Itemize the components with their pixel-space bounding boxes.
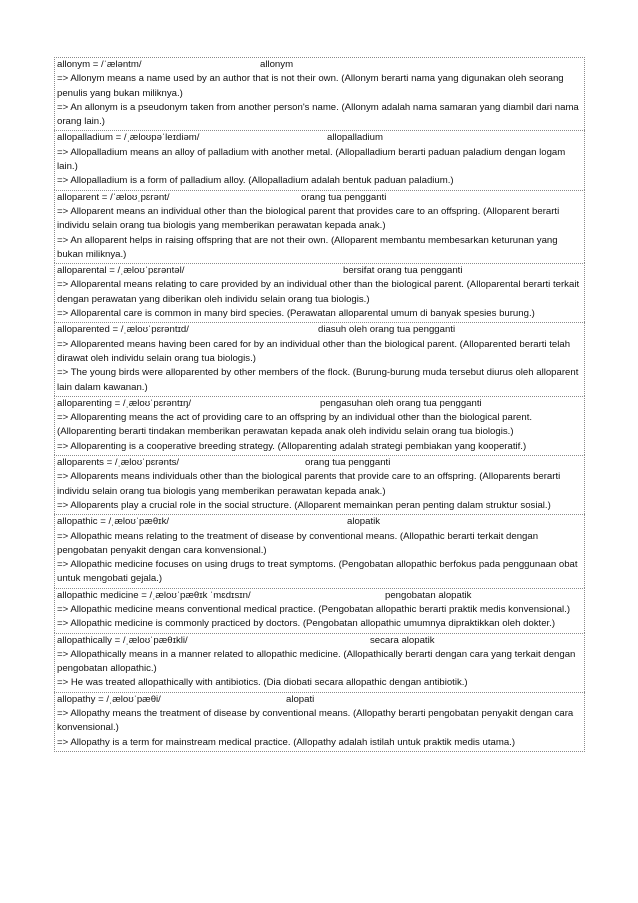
dictionary-entry xyxy=(54,130,585,189)
entry-word-pronunciation: alloparenting = /ˌæloʊˈpɛrəntɪŋ/ xyxy=(57,397,192,409)
entry-word-pronunciation: alloparented = /ˌæloʊˈpɛrəntɪd/ xyxy=(57,324,189,336)
entry-example: => Alloparenting is a cooperative breeding strategy. (Alloparenting adalah strategi pembiakan yang kooperatif.) xyxy=(57,440,527,452)
entry-translation: orang tua pengganti xyxy=(305,457,391,469)
entry-header xyxy=(57,693,582,707)
entry-example: => Alloparent means an individual other than the biological parent that provides care to an offspring. (Alloparent berarti individu selain orang tua biologis yang memberikan perawatan kepada anak.) xyxy=(57,205,560,232)
dictionary-entry xyxy=(54,692,585,752)
entry-example: => Alloparental care is common in many bird species. (Perawatan alloparental umum di banyak spesies burung.) xyxy=(57,308,535,320)
entry-word-pronunciation: alloparental = /ˌæloʊˈpɛrəntəl/ xyxy=(57,265,185,277)
entry-example: => Allopathic medicine focuses on using drugs to treat symptoms. (Pengobatan allopathic berfokus pada penggunaan obat untuk mengobati gejala.) xyxy=(57,559,578,585)
entry-example: => Allopathic means relating to the treatment of disease by conventional means. (Allopathic berarti terkait dengan pengobatan penyakit dengan cara konvensional.) xyxy=(57,530,539,556)
entry-header xyxy=(57,58,582,72)
entry-header xyxy=(57,131,582,145)
entry-translation: pengobatan alopatik xyxy=(385,589,472,601)
entry-header xyxy=(57,191,582,205)
entry-word-pronunciation: allopathic = /ˌæloʊˈpæθɪk/ xyxy=(57,516,170,528)
entry-example: => Allopathic medicine is commonly practiced by doctors. (Pengobatan allopathic umumnya dipraktikkan oleh dokter.) xyxy=(57,618,556,630)
entry-header xyxy=(57,323,582,337)
entry-word-pronunciation: allopathically = /ˌæloʊˈpæθɪkli/ xyxy=(57,634,188,646)
entry-header xyxy=(57,264,582,278)
entry-example: => Alloparents means individuals other than the biological parents that provide care to an offspring. (Alloparents berarti individu selain orang tua biologis yang memberikan perawatan kepada anak.) xyxy=(57,471,561,497)
dictionary-entry xyxy=(54,190,585,263)
entry-header xyxy=(57,634,582,648)
dictionary-entry xyxy=(54,514,585,587)
entry-example: => Alloparenting means the act of providing care to an offspring by an individual other than the biological parent. (Alloparenting berarti tindakan memberikan perawatan kepada anak oleh individu selain orang tua biologis.) xyxy=(57,412,533,438)
dictionary-page xyxy=(54,57,585,752)
entry-translation: diasuh oleh orang tua pengganti xyxy=(318,324,456,336)
entry-header xyxy=(57,456,582,470)
entry-translation: bersifat orang tua pengganti xyxy=(343,265,463,277)
entry-translation: allonym xyxy=(260,59,294,70)
dictionary-entry xyxy=(54,396,585,455)
entry-example: => Allopathy means the treatment of disease by conventional means. (Allopathy berarti pengobatan penyakit dengan cara konvensional.) xyxy=(57,708,574,734)
dictionary-entry xyxy=(54,455,585,514)
entry-example: => Allonym means a name used by an author that is not their own. (Allonym berarti nama yang digunakan oleh seorang penulis yang bukan miliknya.) xyxy=(57,73,564,99)
entry-word-pronunciation: alloparent = /ˈæloʊˌpɛrənt/ xyxy=(57,191,170,203)
dictionary-entry xyxy=(54,57,585,130)
entry-translation: orang tua pengganti xyxy=(301,191,387,203)
entry-example: => Allopalladium means an alloy of palladium with another metal. (Allopalladium berarti paduan paladium dengan logam lain.) xyxy=(57,146,566,173)
entry-word-pronunciation: allopathy = /ˌæloʊˈpæθi/ xyxy=(57,693,161,705)
entry-word-pronunciation: alloparents = /ˌæloʊˈpɛrənts/ xyxy=(57,457,180,469)
entry-word-pronunciation: allopalladium = /ˌæloʊpəˈleɪdiəm/ xyxy=(57,132,200,144)
entry-example: => Alloparented means having been cared for by an individual other than the biological parent. (Alloparented berarti telah dirawat oleh individu selain orang tua biologis.) xyxy=(57,338,571,364)
dictionary-entry xyxy=(54,588,585,633)
dictionary-entry xyxy=(54,263,585,322)
entry-word-pronunciation: allopathic medicine = /ˌæloʊˈpæθɪk ˈmɛdɪsɪn/ xyxy=(57,589,251,601)
dictionary-entry xyxy=(54,633,585,692)
dictionary-entry xyxy=(54,322,585,395)
entry-example: => Alloparental means relating to care provided by an individual other than the biological parent. (Alloparental berarti terkait dengan perawatan yang diberikan oleh individu selain orang tua biologis.) xyxy=(57,279,580,305)
entry-example: => An alloparent helps in raising offspring that are not their own. (Alloparent membantu membesarkan keturunan yang bukan miliknya.) xyxy=(57,234,558,260)
entry-translation: allopalladium xyxy=(327,132,383,144)
entry-translation: alopatik xyxy=(347,516,381,528)
entry-example: => An allonym is a pseudonym taken from another person's name. (Allonym adalah nama samaran yang diambil dari nama orang lain.) xyxy=(57,101,579,128)
entry-example: => Allopathically means in a manner related to allopathic medicine. (Allopathically berarti dengan cara yang terkait dengan pengobatan allopathic.) xyxy=(57,648,576,675)
entry-example: => Allopathic medicine means conventional medical practice. (Pengobatan allopathic berarti praktik medis konvensional.) xyxy=(57,603,571,615)
entry-translation: alopati xyxy=(286,693,315,705)
entry-example: => The young birds were alloparented by other members of the flock. (Burung-burung muda tersebut diurus oleh alloparent lain dalam kawanan.) xyxy=(57,367,579,393)
entry-header xyxy=(57,589,582,603)
entry-translation: pengasuhan oleh orang tua pengganti xyxy=(320,397,482,409)
entry-example: => Alloparents play a crucial role in the social structure. (Alloparent memainkan peran penting dalam struktur sosial.) xyxy=(57,499,551,511)
entry-example: => He was treated allopathically with antibiotics. (Dia diobati secara allopathic dengan antibiotik.) xyxy=(57,677,468,689)
entry-translation: secara alopatik xyxy=(370,634,435,646)
entry-header xyxy=(57,515,582,529)
entry-header xyxy=(57,397,582,411)
entry-example: => Allopathy is a term for mainstream medical practice. (Allopathy adalah istilah untuk praktik medis utama.) xyxy=(57,736,516,748)
entry-word-pronunciation: allonym = /ˈæləntm/ xyxy=(57,59,142,70)
entry-example: => Allopalladium is a form of palladium alloy. (Allopalladium adalah bentuk paduan paladium.) xyxy=(57,175,454,187)
